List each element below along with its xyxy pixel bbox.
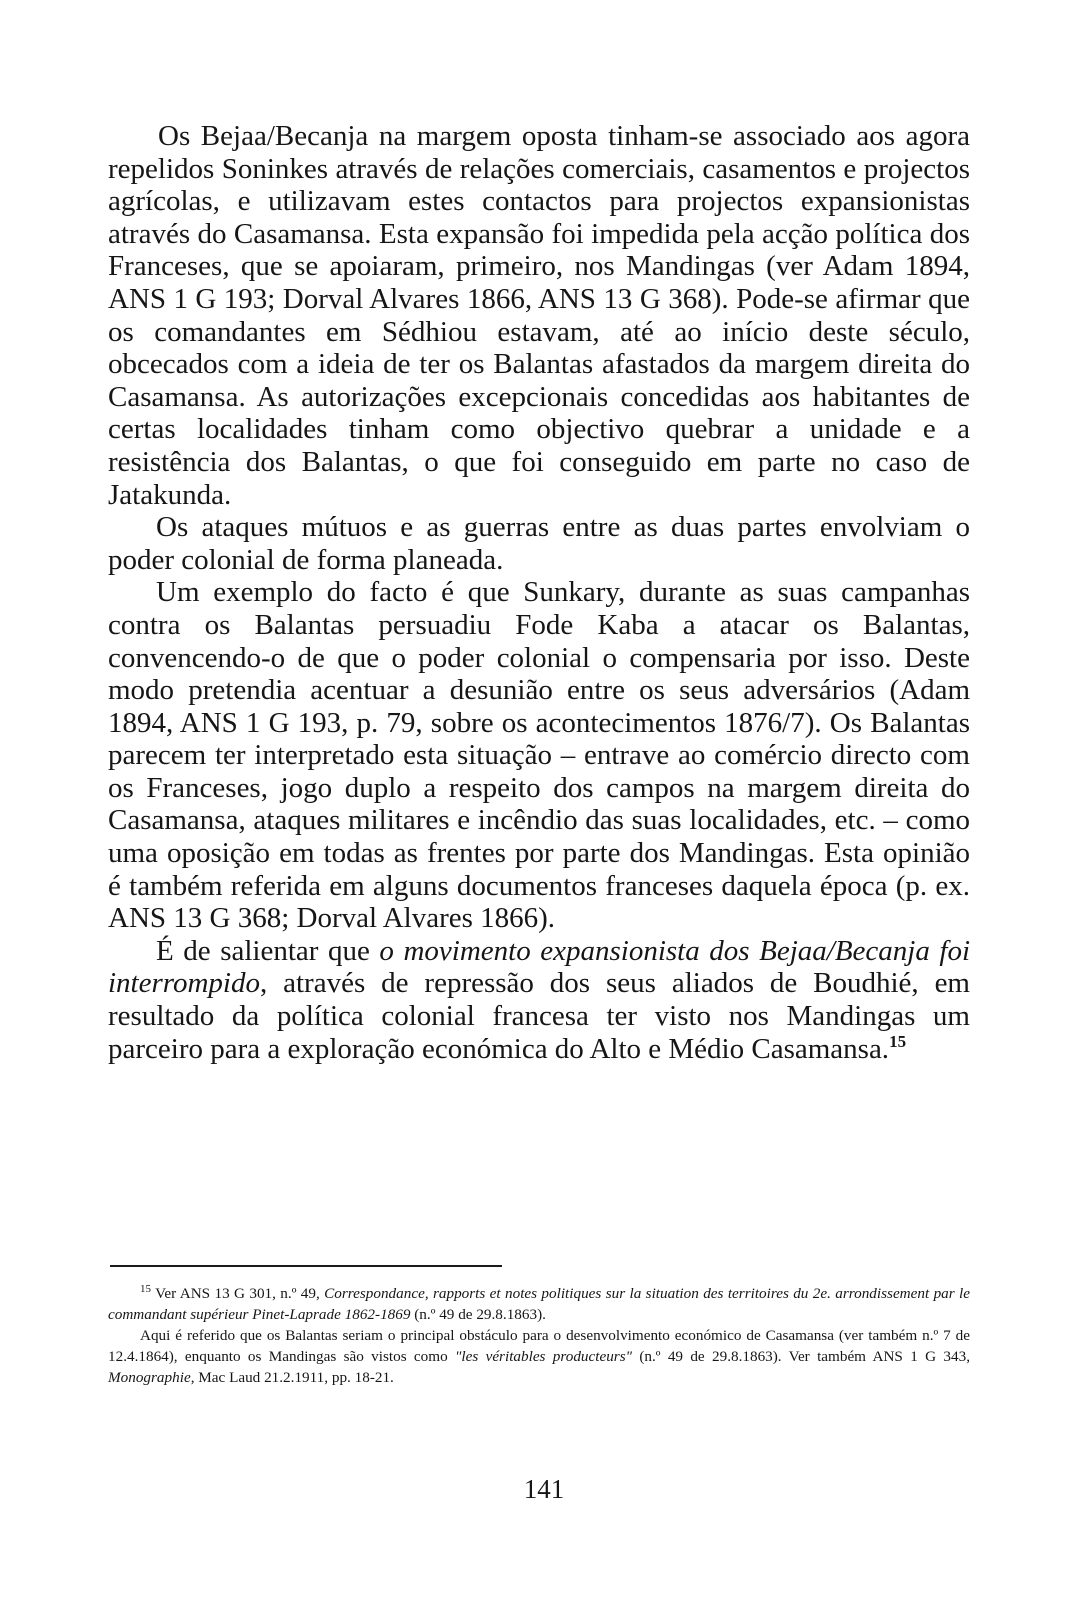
footnote-15-continuation (108, 1325, 970, 1388)
footnote-15 (108, 1283, 970, 1325)
footnote-cont-rest: , Mac Laud 21.2.1911, pp. 18-21. (190, 1369, 394, 1386)
paragraph-4-emphasis: o movimento expansionista dos Bejaa/Becanja foi interrompido (108, 934, 971, 1000)
footnote-15-lead: Ver ANS 13 G 301, n.º 49, (155, 1285, 325, 1302)
paragraph-4 (108, 935, 970, 1065)
page-number: 141 (523, 1474, 565, 1504)
footnote-divider (110, 1265, 502, 1267)
paragraph-4-rest: , através de repressão dos seus aliados de Boudhié, em resultado da política colonial francesa ter visto nos Mandingas um parceiro para a exploração económica do Alto e Médio Casamansa. (108, 967, 970, 1065)
paragraph-4-lead: É de salientar que (156, 934, 380, 967)
main-text (108, 120, 970, 1065)
footnote-cont-lead: Aqui é referido que os Balantas seriam o principal obstáculo para o desenvolvimento económico de Casamansa (ver também n.º 7 de 12.4.1864), enquanto os Mandingas são vistos como (108, 1327, 970, 1365)
paragraph-1 (108, 120, 970, 511)
footnote-cont-middle: (n.º 49 de 29.8.1863). Ver também ANS 1 G 343, (632, 1348, 970, 1365)
paragraph-1-text: Os Bejaa/Becanja na margem oposta tinham-se associado aos agora repelidos Soninkes através de relações comerciais, casamentos e projectos agrícolas, e utilizavam estes contactos para projectos expansionistas através do Casamansa. Esta expansão foi impedida pela acção política dos Franceses, que se apoiaram, primeiro, nos Mandingas (ver Adam 1894, ANS 1 G 193; Dorval Alvares 1866, ANS 13 G 368). Pode-se afirmar que os comandantes em Sédhiou estavam, até ao início deste século, obcecados com a ideia de ter os Balantas afastados da margem direita do Casamansa. As autorizações excepcionais concedidas aos habitantes de certas localidades tinham como objectivo quebrar a unidade e a resistência dos Balantas, o que foi conseguido em parte no caso de Jatakunda. (108, 120, 970, 511)
footnote-cont-title: Monographie (108, 1369, 191, 1386)
paragraph-2-text: Os ataques mútuos e as guerras entre as duas partes envolviam o poder colonial de forma planeada. (108, 511, 970, 576)
footnote-15-rest: (n.º 49 de 29.8.1863). (410, 1306, 546, 1323)
footnotes (108, 1283, 970, 1388)
paragraph-2 (108, 511, 970, 576)
footnote-number: 15 (140, 1283, 151, 1295)
paragraph-3-text: Um exemplo do facto é que Sunkary, durante as suas campanhas contra os Balantas persuadiu Fode Kaba a atacar os Balantas, convencendo-o de que o poder colonial o compensaria por isso. Deste modo pretendia acentuar a desunião entre os seus adversários (Adam 1894, ANS 1 G 193, p. 79, sobre os acontecimentos 1876/7). Os Balantas parecem ter interpretado esta situação – entrave ao comércio directo com os Franceses, jogo duplo a respeito dos campos na margem direita do Casamansa, ataques militares e incêndio das suas localidades, etc. – como uma oposição em todas as frentes por parte dos Mandingas. Esta opinião é também referida em alguns documentos franceses daquela época (p. ex. ANS 13 G 368; Dorval Alvares 1866). (108, 576, 970, 935)
footnote-cont-quote: "les véritables producteurs" (455, 1348, 633, 1365)
paragraph-3 (108, 576, 970, 935)
footnote-reference: 15 (889, 1031, 907, 1051)
footnote-15-title: Correspondance, rapports et notes politiques sur la situation des territoires du 2e. arrondissement par le commandant supérieur Pinet-Laprade 1862-1869 (108, 1285, 971, 1323)
